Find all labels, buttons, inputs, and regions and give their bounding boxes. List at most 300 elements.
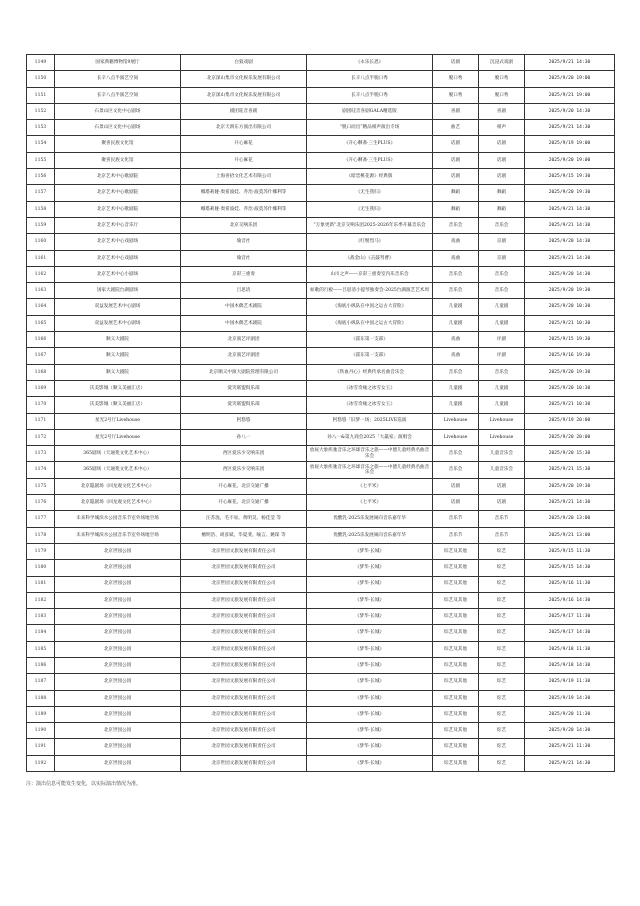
category-cell: 喜剧	[433, 103, 479, 119]
table-row	[27, 71, 615, 87]
table-row	[27, 560, 615, 576]
genre-cell: 音乐会	[479, 217, 525, 233]
time-cell: 2025/9/20 20:00	[525, 429, 615, 445]
row-number: 1183	[27, 609, 55, 625]
program-cell: 《冰雪奇缘之冰雪女王》	[307, 380, 433, 396]
row-number: 1154	[27, 136, 55, 152]
genre-cell: 综艺	[479, 576, 525, 592]
category-cell: 话剧	[433, 169, 479, 185]
genre-cell: 综艺	[479, 609, 525, 625]
program-cell: 孙八一&第九商会2025「大赢家」演唱会	[307, 429, 433, 445]
venue-cell: 双益发展艺术中心剧场	[55, 315, 181, 331]
program-cell: 放屁大象疾驰音乐之环球音乐之旅——中德儿童经典名曲音乐会	[307, 462, 433, 478]
category-cell: 综艺及其他	[433, 690, 479, 706]
row-number: 1182	[27, 592, 55, 608]
table-row	[27, 641, 615, 657]
genre-cell: 话剧	[479, 478, 525, 494]
row-number: 1163	[27, 283, 55, 299]
table-row	[27, 332, 615, 348]
genre-cell: 话剧	[479, 495, 525, 511]
row-number: 1189	[27, 706, 55, 722]
program-cell: 《梦华·长城》	[307, 641, 433, 657]
program-cell: 《梦华·长城》	[307, 739, 433, 755]
venue-cell: 北京世园公园	[55, 625, 181, 641]
row-number: 1171	[27, 413, 55, 429]
time-cell: 2025/9/21 14:30	[525, 217, 615, 233]
table-row	[27, 217, 615, 233]
time-cell: 2025/9/20 10:30	[525, 299, 615, 315]
genre-cell: Livehouse	[479, 429, 525, 445]
category-cell: 话剧	[433, 55, 479, 71]
organizer-cell: 北京世园文旅发展有限责任公司	[181, 609, 307, 625]
category-cell: 综艺及其他	[433, 592, 479, 608]
category-cell: 音乐会	[433, 266, 479, 282]
genre-cell: 音乐会	[479, 266, 525, 282]
program-cell: 长辛八点半脱口秀	[307, 71, 433, 87]
time-cell: 2025/9/20 10:30	[525, 380, 615, 396]
time-cell: 2025/9/21 14:30	[525, 250, 615, 266]
row-number: 1155	[27, 152, 55, 168]
row-number: 1179	[27, 543, 55, 559]
row-number: 1152	[27, 103, 55, 119]
time-cell: 2025/9/20 13:00	[525, 511, 615, 527]
time-cell: 2025/9/17 14:30	[525, 625, 615, 641]
genre-cell: 儿童音乐会	[479, 446, 525, 462]
table-row	[27, 397, 615, 413]
organizer-cell: 檀明浩、胡彦斌、毕夏斐、喻言、姚琛 等	[181, 527, 307, 543]
time-cell: 2025/9/21 10:30	[525, 315, 615, 331]
category-cell: 综艺及其他	[433, 641, 479, 657]
row-number: 1167	[27, 348, 55, 364]
category-cell: 综艺及其他	[433, 543, 479, 559]
row-number: 1165	[27, 315, 55, 331]
organizer-cell: 西区爱乐少交响乐团	[181, 446, 307, 462]
row-number: 1180	[27, 560, 55, 576]
program-cell: 放屁大象疾驰音乐之环球音乐之旅——中德儿童经典名曲音乐会	[307, 446, 433, 462]
venue-cell: 北京隐剧场（回龙观文化艺术中心）	[55, 478, 181, 494]
organizer-cell: 阿悠悠	[181, 413, 307, 429]
venue-cell: 北京世园公园	[55, 755, 181, 771]
genre-cell: 综艺	[479, 657, 525, 673]
organizer-cell: 瑜音社	[181, 234, 307, 250]
time-cell: 2025/9/20 15:30	[525, 446, 615, 462]
program-cell: 如歌的行板——吕思清小提琴独奏会-2025台湖演艺艺术周	[307, 283, 433, 299]
program-cell: 《无生我归》	[307, 185, 433, 201]
row-number: 1181	[27, 576, 55, 592]
venue-cell: 聚喜民族文化馆	[55, 152, 181, 168]
genre-cell: 音乐节	[479, 511, 525, 527]
time-cell: 2025/9/21 14:30	[525, 55, 615, 71]
table-row	[27, 657, 615, 673]
time-cell: 2025/9/21 14:30	[525, 755, 615, 771]
venue-cell: 沃美影城（顺义美丽汇店）	[55, 380, 181, 396]
organizer-cell: 北京世园文旅发展有限责任公司	[181, 706, 307, 722]
program-cell: 优酸乳·2025乐发展闹向音乐嘉年华	[307, 527, 433, 543]
genre-cell: Livehouse	[479, 413, 525, 429]
table-row	[27, 201, 615, 217]
organizer-cell: 瑜音社	[181, 250, 307, 266]
genre-cell: 话剧	[479, 152, 525, 168]
category-cell: 音乐节	[433, 511, 479, 527]
organizer-cell: 娜塔莉娅·奥希波娃、乔治·波莫苏什娜利等	[181, 185, 307, 201]
genre-cell: 儿童剧	[479, 299, 525, 315]
organizer-cell: 北京世园文旅发展有限责任公司	[181, 755, 307, 771]
organizer-cell: 北京天朗东方演出有限公司	[181, 120, 307, 136]
table-row	[27, 609, 615, 625]
program-cell: 《铁血丹心》经典传承名曲音乐会	[307, 364, 433, 380]
row-number: 1175	[27, 478, 55, 494]
row-number: 1159	[27, 217, 55, 233]
program-cell: 《梦华·长城》	[307, 690, 433, 706]
program-cell: 《梦华·长城》	[307, 755, 433, 771]
time-cell: 2025/9/15 14:30	[525, 560, 615, 576]
organizer-cell: 剧团哇音喜剧	[181, 103, 307, 119]
venue-cell: 国家大剧院台湖剧场	[55, 283, 181, 299]
category-cell: 脱口秀	[433, 87, 479, 103]
venue-cell: 未来科学城滨水公园音乐节室外场地空场	[55, 527, 181, 543]
category-cell: 舞蹈	[433, 185, 479, 201]
venue-cell: 北京世园公园	[55, 576, 181, 592]
organizer-cell: 北京世园文旅发展有限责任公司	[181, 723, 307, 739]
row-number: 1184	[27, 625, 55, 641]
program-cell: 剧团哇音喜剧GALA精选版	[307, 103, 433, 119]
category-cell: 音乐节	[433, 527, 479, 543]
program-cell: 《梦华·长城》	[307, 543, 433, 559]
venue-cell: 北京世园公园	[55, 674, 181, 690]
genre-cell: 综艺	[479, 592, 525, 608]
organizer-cell: 北京演艺评剧团	[181, 332, 307, 348]
time-cell: 2025/9/15 19:30	[525, 169, 615, 185]
venue-cell: 石景山区文化中心剧场	[55, 103, 181, 119]
category-cell: 音乐会	[433, 217, 479, 233]
row-number: 1185	[27, 641, 55, 657]
time-cell: 2025/9/20 14:30	[525, 266, 615, 282]
venue-cell: 北京艺术中心歌剧院	[55, 185, 181, 201]
table-row	[27, 315, 615, 331]
organizer-cell: 北京演艺评剧团	[181, 348, 307, 364]
genre-cell: 舞蹈	[479, 185, 525, 201]
category-cell: 舞蹈	[433, 201, 479, 217]
category-cell: 综艺及其他	[433, 739, 479, 755]
venue-cell: 聚喜民族文化馆	[55, 136, 181, 152]
genre-cell: 儿童音乐会	[479, 462, 525, 478]
organizer-cell: 爱笑联盟俱乐部	[181, 380, 307, 396]
genre-cell: 音乐节	[479, 527, 525, 543]
performance-schedule-table	[26, 54, 614, 772]
time-cell: 2025/9/20 14:30	[525, 723, 615, 739]
genre-cell: 综艺	[479, 543, 525, 559]
program-cell: 《永乐长恩》	[307, 55, 433, 71]
program-cell: “万象更新”北京交响乐团2025-2026年乐季开幕音乐会	[307, 217, 433, 233]
category-cell: 音乐会	[433, 446, 479, 462]
program-cell: 《海底小纵队在中国之运古大冒险》	[307, 315, 433, 331]
table-row	[27, 739, 615, 755]
organizer-cell: 北京交响乐团	[181, 217, 307, 233]
genre-cell: 京剧	[479, 234, 525, 250]
time-cell: 2025/9/21 19:00	[525, 87, 615, 103]
table-row	[27, 446, 615, 462]
time-cell: 2025/9/21 15:30	[525, 462, 615, 478]
category-cell: 音乐会	[433, 364, 479, 380]
time-cell: 2025/9/15 19:30	[525, 332, 615, 348]
category-cell: 戏曲	[433, 348, 479, 364]
organizer-cell: 上海喜拾文化艺术有限公司	[181, 169, 307, 185]
genre-cell: 综艺	[479, 723, 525, 739]
time-cell: 2025/9/20 14:30	[525, 103, 615, 119]
category-cell: 综艺及其他	[433, 560, 479, 576]
row-number: 1162	[27, 266, 55, 282]
program-cell: 《七平米》	[307, 495, 433, 511]
program-cell: 《梦华·长城》	[307, 723, 433, 739]
venue-cell: 未来科学城滨水公园音乐节室外场地空场	[55, 511, 181, 527]
program-cell: 《无生我归》	[307, 201, 433, 217]
table-row	[27, 169, 615, 185]
time-cell: 2025/9/19 19:00	[525, 136, 615, 152]
table-row	[27, 576, 615, 592]
row-number: 1168	[27, 364, 55, 380]
organizer-cell: 西区爱乐少交响乐团	[181, 462, 307, 478]
table-row	[27, 103, 615, 119]
program-cell: 《暗恋桃花源》经典版	[307, 169, 433, 185]
category-cell: Livehouse	[433, 413, 479, 429]
organizer-cell: 北京顺义中演大剧院管理有限公司	[181, 364, 307, 380]
venue-cell: 顺义大剧院	[55, 348, 181, 364]
table-row	[27, 380, 615, 396]
venue-cell: 北京世园公园	[55, 641, 181, 657]
table-row	[27, 152, 615, 168]
time-cell: 2025/9/16 11:30	[525, 576, 615, 592]
program-cell: 山川之声——京彩三重奏室内乐音乐会	[307, 266, 433, 282]
genre-cell: 综艺	[479, 739, 525, 755]
table-row	[27, 625, 615, 641]
venue-cell: 北京世园公园	[55, 543, 181, 559]
table-row	[27, 87, 615, 103]
category-cell: 话剧	[433, 136, 479, 152]
program-cell: 《红鬃烈马》	[307, 234, 433, 250]
organizer-cell: 北京世园文旅发展有限责任公司	[181, 674, 307, 690]
table-row	[27, 723, 615, 739]
row-number: 1178	[27, 527, 55, 543]
time-cell: 2025/9/20 14:30	[525, 234, 615, 250]
category-cell: 综艺及其他	[433, 706, 479, 722]
program-cell: 《梦华·长城》	[307, 625, 433, 641]
genre-cell: 舞蹈	[479, 201, 525, 217]
time-cell: 2025/9/19 11:30	[525, 674, 615, 690]
category-cell: 曲艺	[433, 120, 479, 136]
venue-cell: 北京世园公园	[55, 560, 181, 576]
venue-cell: 长辛八点半演艺空间	[55, 71, 181, 87]
row-number: 1164	[27, 299, 55, 315]
organizer-cell: 娜塔莉娅·奥希波娃、乔治·波莫苏什娜利等	[181, 201, 307, 217]
organizer-cell: 开心麻花	[181, 152, 307, 168]
category-cell: 儿童剧	[433, 397, 479, 413]
organizer-cell: 北京世园文旅发展有限责任公司	[181, 739, 307, 755]
category-cell: 综艺及其他	[433, 625, 479, 641]
program-cell: 《梦华·长城》	[307, 657, 433, 673]
row-number: 1166	[27, 332, 55, 348]
venue-cell: 北京世园公园	[55, 609, 181, 625]
time-cell: 2025/9/20 19:30	[525, 185, 615, 201]
organizer-cell: 爱笑联盟俱乐部	[181, 397, 307, 413]
row-number: 1153	[27, 120, 55, 136]
organizer-cell: 北京世园文旅发展有限责任公司	[181, 690, 307, 706]
genre-cell: 综艺	[479, 641, 525, 657]
row-number: 1173	[27, 446, 55, 462]
time-cell: 2025/9/21 10:30	[525, 397, 615, 413]
program-cell: 《开心聊斋·三生PLUS》	[307, 136, 433, 152]
time-cell: 2025/9/18 14:30	[525, 657, 615, 673]
genre-cell: 京剧	[479, 250, 525, 266]
organizer-cell: 北京世园文旅发展有限责任公司	[181, 560, 307, 576]
table-row	[27, 348, 615, 364]
table-row	[27, 120, 615, 136]
category-cell: 戏曲	[433, 234, 479, 250]
program-cell: 《梦华·长城》	[307, 609, 433, 625]
table-row	[27, 413, 615, 429]
table-row	[27, 266, 615, 282]
category-cell: 综艺及其他	[433, 609, 479, 625]
venue-cell: 北京世园公园	[55, 739, 181, 755]
venue-cell: 北京艺术中心歌剧院	[55, 201, 181, 217]
venue-cell: 北京艺术中心歌剧院	[55, 169, 181, 185]
category-cell: 话剧	[433, 152, 479, 168]
table-row	[27, 706, 615, 722]
program-cell: 《梦华·长城》	[307, 560, 433, 576]
category-cell: 话剧	[433, 495, 479, 511]
organizer-cell: 北京世园文旅发展有限责任公司	[181, 592, 307, 608]
genre-cell: 儿童剧	[479, 315, 525, 331]
time-cell: 2025/9/17 11:30	[525, 609, 615, 625]
organizer-cell: 中国木偶艺术剧院	[181, 315, 307, 331]
time-cell: 2025/9/19 14:30	[525, 690, 615, 706]
row-number: 1169	[27, 380, 55, 396]
organizer-cell: 白狼戏剧	[181, 55, 307, 71]
genre-cell: 综艺	[479, 690, 525, 706]
time-cell: 2025/9/21 14:30	[525, 495, 615, 511]
row-number: 1176	[27, 495, 55, 511]
venue-cell: 北京世园公园	[55, 690, 181, 706]
table-row	[27, 592, 615, 608]
organizer-cell: 北京世园文旅发展有限责任公司	[181, 543, 307, 559]
venue-cell: 顺义大剧院	[55, 332, 181, 348]
genre-cell: 综艺	[479, 674, 525, 690]
time-cell: 2025/9/20 19:00	[525, 71, 615, 87]
category-cell: 综艺及其他	[433, 723, 479, 739]
table-row	[27, 55, 615, 71]
table-row	[27, 527, 615, 543]
program-cell: 《战金山》《击鼓骂曹》	[307, 250, 433, 266]
category-cell: 话剧	[433, 478, 479, 494]
category-cell: 音乐会	[433, 462, 479, 478]
time-cell: 2025/9/21 13:00	[525, 527, 615, 543]
organizer-cell: 京彩三重奏	[181, 266, 307, 282]
genre-cell: 评剧	[479, 332, 525, 348]
organizer-cell: 孙八一	[181, 429, 307, 445]
program-cell: 《冰雪奇缘之冰雪女王》	[307, 397, 433, 413]
category-cell: 戏曲	[433, 332, 479, 348]
time-cell: 2025/9/16 19:30	[525, 348, 615, 364]
row-number: 1158	[27, 201, 55, 217]
table-row	[27, 185, 615, 201]
genre-cell: 音乐会	[479, 364, 525, 380]
organizer-cell: 北京世园文旅发展有限责任公司	[181, 657, 307, 673]
venue-cell: 北京世园公园	[55, 723, 181, 739]
program-cell: 《梦华·长城》	[307, 576, 433, 592]
genre-cell: 相声	[479, 120, 525, 136]
table-row	[27, 429, 615, 445]
venue-cell: 石景山区文化中心剧场	[55, 120, 181, 136]
row-number: 1156	[27, 169, 55, 185]
row-number: 1174	[27, 462, 55, 478]
venue-cell: 北京世园公园	[55, 592, 181, 608]
category-cell: 戏曲	[433, 250, 479, 266]
time-cell: 2025/9/20 19:30	[525, 364, 615, 380]
program-cell: 《开心聊斋·三生PLUS》	[307, 152, 433, 168]
table-row	[27, 495, 615, 511]
venue-cell: 星光2号厅Livehouse	[55, 429, 181, 445]
genre-cell: 综艺	[479, 706, 525, 722]
category-cell: 综艺及其他	[433, 657, 479, 673]
genre-cell: 综艺	[479, 625, 525, 641]
program-cell: 《梦华·长城》	[307, 674, 433, 690]
organizer-cell: 北京深山集市文化娱乐发展有限公司	[181, 87, 307, 103]
venue-cell: 北京艺术中心戏剧场	[55, 250, 181, 266]
genre-cell: 话剧	[479, 136, 525, 152]
time-cell: 2025/9/15 11:30	[525, 543, 615, 559]
time-cell: 2025/9/20 19:30	[525, 283, 615, 299]
table-row	[27, 299, 615, 315]
venue-cell: 星光2号厅Livehouse	[55, 413, 181, 429]
organizer-cell: 北京世园文旅发展有限责任公司	[181, 625, 307, 641]
table-row	[27, 283, 615, 299]
genre-cell: 音乐会	[479, 283, 525, 299]
venue-cell: 365剧场（天通苑文化艺术中心）	[55, 446, 181, 462]
organizer-cell: 汪苏泷、毛不易、黄明昊、杨佳莹 等	[181, 511, 307, 527]
organizer-cell: 开心麻花	[181, 136, 307, 152]
genre-cell: 综艺	[479, 755, 525, 771]
organizer-cell: 吕思清	[181, 283, 307, 299]
row-number: 1192	[27, 755, 55, 771]
row-number: 1157	[27, 185, 55, 201]
category-cell: 儿童剧	[433, 315, 479, 331]
table-row	[27, 543, 615, 559]
table-row	[27, 755, 615, 771]
row-number: 1190	[27, 723, 55, 739]
category-cell: 儿童剧	[433, 299, 479, 315]
genre-cell: 喜剧	[479, 103, 525, 119]
time-cell: 2025/9/18 11:30	[525, 641, 615, 657]
genre-cell: 话剧	[479, 169, 525, 185]
venue-cell: 双益发展艺术中心剧场	[55, 299, 181, 315]
venue-cell: 北京艺术中心戏剧场	[55, 234, 181, 250]
row-number: 1150	[27, 71, 55, 87]
organizer-cell: 北京深山集市文化娱乐发展有限公司	[181, 71, 307, 87]
genre-cell: 儿童剧	[479, 397, 525, 413]
row-number: 1186	[27, 657, 55, 673]
organizer-cell: 北京世园文旅发展有限责任公司	[181, 576, 307, 592]
program-cell: 《海底小纵队在中国之运古大冒险》	[307, 299, 433, 315]
table-row	[27, 250, 615, 266]
row-number: 1149	[27, 55, 55, 71]
category-cell: 儿童剧	[433, 380, 479, 396]
organizer-cell: 北京世园文旅发展有限责任公司	[181, 641, 307, 657]
row-number: 1187	[27, 674, 55, 690]
organizer-cell: 中国木偶艺术剧院	[181, 299, 307, 315]
time-cell: 2025/9/21 14:30	[525, 201, 615, 217]
category-cell: 综艺及其他	[433, 755, 479, 771]
genre-cell: 评剧	[479, 348, 525, 364]
table-row	[27, 234, 615, 250]
